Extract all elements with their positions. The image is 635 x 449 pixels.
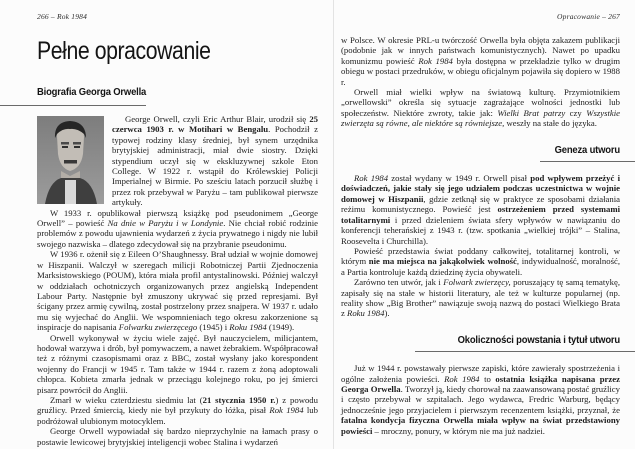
section-okolicznosci [341, 335, 620, 352]
orwell-portrait-photo [37, 116, 104, 204]
section-geneza [341, 145, 620, 162]
section-rule-geneza [540, 161, 635, 162]
body-paragraph: Rok 1984 został wydany w 1949 r. Orwell pisał pod wpływem przeżyć i doświadczeń, jakie stały się jego udziałem podczas uczestnictwa w wojnie domowej w Hiszpanii, gdzie zetknął się w praktyce ze sposobami działania reżimu komunistycznego. Powieść jest ostrzeżeniem przed systemami totalitarnymi i przed dzieleniem świata sfery wpływów w nawiązaniu do konferencji teherańskiej z 1943 r. (tzw. spotkania „wielkiej trójki” – Stalina, Roosevelta i Churchilla). [341, 173, 620, 246]
section-heading-okolicznosci: Okoliczności powstania i tytuł utworu [457, 333, 620, 346]
running-header-right: Opracowanie – 267 [557, 12, 620, 21]
page-right [334, 0, 635, 449]
body-paragraph: W 1936 r. ożenił się z Eileen O’Shaughnessy. Brał udział w wojnie domowej w Hiszpanii. Walczył w szeregach milicji Robotniczej Partii Zjednoczenia Marksistowskiego (POUM), która miała profil antystalinowski. Później walczył w oddziałach ochotniczych organizowanych przez angielską Independent Labour Party. Następnie był zmuszony ukrywać się przed represjami. Był ścigany przez armię cywilną, został postrzelony przez snajpera. W 1937 r. udało mu się wyjechać do Anglii. We wspomnieniach tego okresu zakorzenione są inspiracje do napisania Folwarku zwierzęcego (1945) i Roku 1984 (1949). [37, 249, 318, 333]
body-paragraph: Powieść przedstawia świat poddany całkowitej, totalitarnej kontroli, w którym nie ma miejsca na jakąkolwiek wolność, indywidualność, moralność, a Partia kontroluje każdą dziedzinę życia obywateli. [341, 245, 621, 277]
section-heading-biography: Biografia Georga Orwella [37, 86, 147, 98]
body-paragraph: Zarówno ten utwór, jak i Folwark zwierzęcy, poruszający tę samą tematykę, zapisały się na stałe w historii literatury, ale też w kulturze popularnej (np. reality show „Big Brother” nawiązuje swoją nazwą do postaci Wielkiego Brata z Roku 1984). [341, 277, 620, 319]
body-paragraph: Już w 1944 r. powstawały pierwsze zapiski, które zawierały spostrzeżenia i ogólne założenia powieści. Rok 1984 to ostatnia książka napisana przez Georga Orwella. Tworzył ją, kiedy chorował na zaawansowaną postać gruźlicy i często przebywał w szpitalach. Jego wydawca, Fredric Warburg, będący jednocześnie jego przyjacielem i pierwszym recenzentem książki, przyznał, że fatalna kondycja fizyczna Orwella miała wpływ na świat przedstawiony powieści – mroczny, ponury, w którym nie ma już nadziei. [341, 363, 620, 436]
body-paragraph: George Orwell, czyli Eric Arthur Blair, urodził się 25 czerwca 1903 r. w Motihari w Bengalu. Pochodził z typowej rodziny klasy średniej, był synem urzędnika brytyjskiej administracji, miał dwie siostry. Dzięki stypendium uczył się w ekskluzywnej szkole Eton College. W 1922 r. wstąpił do Królewskiej Policji Imperialnej w Birmie. Po sześciu latach porzucił służbę i przez rok przebywał w Paryżu – tam publikował pierwsze artykuły. [112, 114, 318, 208]
section-rule-left [0, 105, 146, 106]
page-title: Pełne opracowanie [37, 37, 211, 65]
right-body-text [341, 35, 620, 436]
left-body-text [37, 114, 318, 447]
body-paragraph: George Orwell wypowiadał się bardzo nieprzychylnie na łamach prasy o postawie lewicowej brytyjskiej inteligencji wobec Stalina i wydarzeń [37, 426, 318, 447]
body-paragraph: Orwell wykonywał w życiu wiele zajęć. Był nauczycielem, milicjantem, hodował warzywa i drób, był pomywaczem, a nawet żebrakiem. Współpracował też z różnymi czasopismami oraz z BBC, został wysłany jako korespondent wojenny do Francji w 1945 r. Tam także w 1944 r. razem z żoną adoptowali chłopca. Kobieta zmarła jednak w przeciągu kolejnego roku, po jej śmierci pisarz powrócił do Anglii. [37, 332, 318, 395]
section-biography [37, 86, 318, 106]
section-heading-geneza: Geneza utworu [554, 143, 620, 156]
body-paragraph: Zmarł w wieku czterdziestu siedmiu lat (21 stycznia 1950 r.) z powodu gruźlicy. Przed śmiercią, kiedy nie był przykuty do łóżka, pisał Rok 1984 lub podróżował ulubionym motocyklem. [37, 394, 318, 426]
running-header-left: 266 – Rok 1984 [37, 12, 88, 21]
body-paragraph: w Polsce. W okresie PRL-u twórczość Orwella była objęta zakazem publikacji (podobnie jak w innych państwach komunistycznych). Nawet po upadku komunizmu powieść Rok 1984 była dostępna w przekładzie tylko w drugim obiegu w postaci przedruków, w obiegu oficjalnym pojawiła się dopiero w 1988 r. [341, 35, 620, 87]
body-paragraph: Orwell miał wielki wpływ na światową kulturę. Przymiotnikiem „orwellowski” określa się sytuacje zagrażające wolności jednostki lub społeczeństw. Niektóre zwroty, takie jak: Wielki Brat patrzy czy Wszystkie zwierzęta są równe, ale niektóre są równiejsze, weszły na stałe do języka. [341, 87, 620, 129]
body-paragraph: W 1933 r. opublikował pierwszą książkę pod pseudonimem „George Orwell” – powieść Na dnie w Paryżu i w Londynie. Nie chciał robić rodzinie problemów z powodu ujawnienia wydarzeń z życia prywatnego i nigdy nie lubił swojego nazwiska – dlatego zdecydował się na przybranie pseudonimu. [37, 207, 318, 249]
section-rule-okolicznosci [415, 351, 635, 352]
